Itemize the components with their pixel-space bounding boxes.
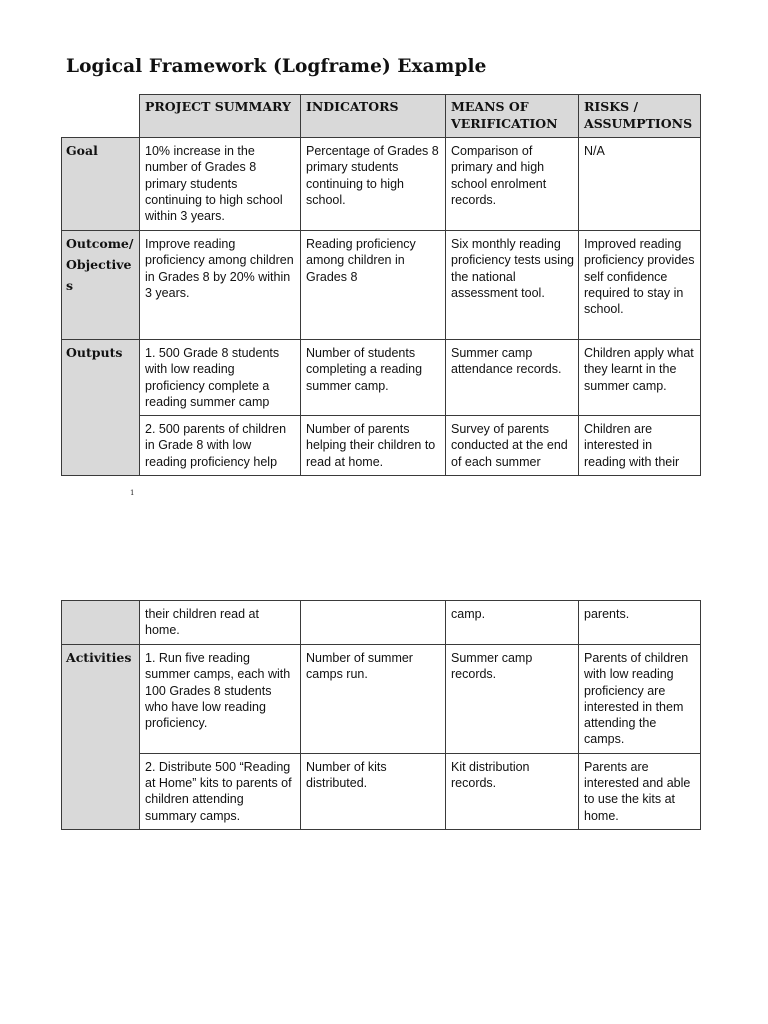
activities-2-summary-cell: 2. Distribute 500 “Reading at Home” kits to parents of children attending summary camps.	[140, 753, 301, 829]
header-corner-cell	[62, 95, 140, 138]
continued-summary-cell: their children read at home.	[140, 601, 301, 645]
table-row-outputs-2	[62, 416, 701, 476]
table-row-activities-2	[62, 753, 701, 829]
header-project-summary: PROJECT SUMMARY	[140, 95, 301, 138]
row-label-goal: Goal	[62, 138, 140, 231]
outputs-2-verification-cell: Survey of parents conducted at the end of each summer	[446, 416, 579, 476]
table-header-row	[62, 95, 701, 138]
logframe-table-part-1	[61, 94, 701, 476]
continued-verification-cell: camp.	[446, 601, 579, 645]
activities-1-summary-cell: 1. Run five reading summer camps, each with 100 Grades 8 students who have low reading proficiency.	[140, 645, 301, 754]
goal-summary-cell: 10% increase in the number of Grades 8 primary students continuing to high school within 3 years.	[140, 138, 301, 231]
outcome-indicators-cell: Reading proficiency among children in Grades 8	[301, 231, 446, 340]
row-label-outcome: Outcome/ Objectives	[62, 231, 140, 340]
table-row-outputs-1	[62, 340, 701, 416]
activities-1-indicators-cell: Number of summer camps run.	[301, 645, 446, 754]
header-indicators: INDICATORS	[301, 95, 446, 138]
activities-1-risks-cell: Parents of children with low reading proficiency are interested in them attending the camps.	[579, 645, 701, 754]
row-label-outputs-continued	[62, 601, 140, 645]
outputs-1-risks-cell: Children apply what they learnt in the summer camp.	[579, 340, 701, 416]
page-title: Logical Framework (Logframe) Example	[66, 56, 487, 77]
row-label-activities: Activities	[62, 645, 140, 830]
outputs-1-indicators-cell: Number of students completing a reading summer camp.	[301, 340, 446, 416]
outcome-summary-cell: Improve reading proficiency among children in Grades 8 by 20% within 3 years.	[140, 231, 301, 340]
outcome-verification-cell: Six monthly reading proficiency tests using the national assessment tool.	[446, 231, 579, 340]
activities-2-risks-cell: Parents are interested and able to use the kits at home.	[579, 753, 701, 829]
activities-2-indicators-cell: Number of kits distributed.	[301, 753, 446, 829]
outcome-risks-cell: Improved reading proficiency provides self confidence required to stay in school.	[579, 231, 701, 340]
table-row-outcome	[62, 231, 701, 340]
goal-verification-cell: Comparison of primary and high school enrolment records.	[446, 138, 579, 231]
outputs-1-summary-cell: 1. 500 Grade 8 students with low reading proficiency complete a reading summer camp	[140, 340, 301, 416]
continued-indicators-cell	[301, 601, 446, 645]
logframe-table-part-2	[61, 600, 701, 830]
continued-risks-cell: parents.	[579, 601, 701, 645]
table-row-activities-1	[62, 645, 701, 754]
outputs-1-verification-cell: Summer camp attendance records.	[446, 340, 579, 416]
header-means-of-verification: MEANS OF VERIFICATION	[446, 95, 579, 138]
activities-2-verification-cell: Kit distribution records.	[446, 753, 579, 829]
header-risks-assumptions: RISKS / ASSUMPTIONS	[579, 95, 701, 138]
goal-risks-cell: N/A	[579, 138, 701, 231]
footnote-marker: 1	[130, 489, 135, 497]
activities-1-verification-cell: Summer camp records.	[446, 645, 579, 754]
goal-indicators-cell: Percentage of Grades 8 primary students continuing to high school.	[301, 138, 446, 231]
outputs-2-risks-cell: Children are interested in reading with their	[579, 416, 701, 476]
table-row-goal	[62, 138, 701, 231]
outputs-2-indicators-cell: Number of parents helping their children to read at home.	[301, 416, 446, 476]
row-label-outputs: Outputs	[62, 340, 140, 476]
table-row-outputs-continued	[62, 601, 701, 645]
outputs-2-summary-cell: 2. 500 parents of children in Grade 8 with low reading proficiency help	[140, 416, 301, 476]
